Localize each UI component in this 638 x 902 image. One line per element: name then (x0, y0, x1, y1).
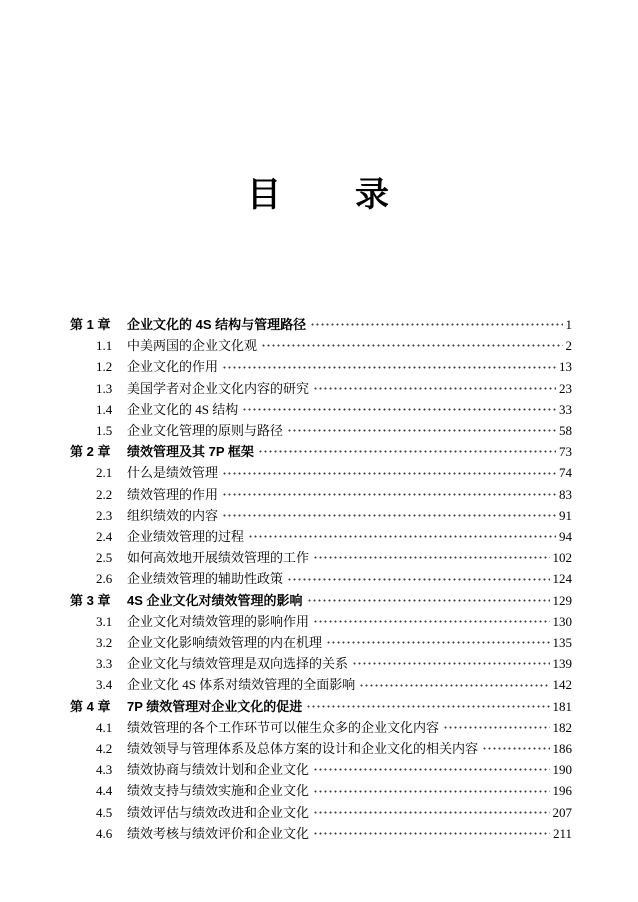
toc-entry-page: 13 (559, 359, 572, 375)
toc-entry-title: 4S 企业文化对绩效管理的影响 (127, 592, 303, 608)
dot-leader (352, 657, 549, 670)
toc-entry-title: 企业绩效管理的辅助性政策 (127, 571, 284, 587)
toc-entry-number: 1.5 (96, 423, 113, 439)
toc-entry (70, 717, 572, 738)
toc-entry-number: 4.2 (96, 741, 113, 757)
dot-leader (313, 763, 549, 776)
toc-entry (70, 547, 572, 568)
toc-entry-page: 58 (559, 423, 572, 439)
toc-entry-page: 182 (552, 719, 572, 735)
toc-entry-title: 什么是绩效管理 (127, 465, 219, 481)
toc-entry-number: 3.2 (96, 635, 113, 651)
toc-entry-number: 4.3 (96, 762, 113, 778)
toc-entry (70, 653, 572, 674)
toc-list (70, 314, 572, 844)
dot-leader (307, 594, 550, 607)
toc-entry-number: 1.3 (96, 380, 113, 396)
toc-entry-page: 186 (552, 741, 572, 757)
dot-leader (261, 339, 562, 352)
toc-entry (70, 505, 572, 526)
toc-entry-number: 2.4 (96, 529, 113, 545)
toc-entry-title: 绩效协商与绩效计划和企业文化 (127, 762, 310, 778)
toc-entry-page: 94 (559, 529, 572, 545)
toc-entry-number: 1.2 (96, 359, 113, 375)
toc-entry-number: 2.2 (96, 486, 113, 502)
dot-leader (222, 509, 556, 522)
toc-entry-title: 绩效管理及其 7P 框架 (127, 444, 254, 460)
toc-entry-title: 企业文化 4S 体系对绩效管理的全面影响 (127, 677, 356, 693)
toc-entry-number: 1.4 (96, 401, 113, 417)
toc-entry-number: 第 1 章 (70, 317, 111, 332)
dot-leader (258, 445, 556, 458)
toc-entry (70, 314, 572, 335)
toc-entry-page: 181 (552, 698, 572, 714)
toc-entry-number: 2.1 (96, 465, 113, 481)
toc-entry-number: 4.4 (96, 783, 113, 799)
dot-leader (443, 721, 549, 734)
toc-entry (70, 759, 572, 780)
toc-entry-title: 7P 绩效管理对企业文化的促进 (127, 698, 303, 714)
dot-leader (313, 382, 556, 395)
dot-leader (313, 551, 549, 564)
toc-entry-title: 企业文化的 4S 结构 (127, 401, 239, 417)
toc-entry-page: 196 (552, 783, 572, 799)
toc-entry-number: 第 3 章 (70, 592, 111, 608)
dot-leader (222, 488, 556, 501)
toc-entry (70, 441, 572, 462)
toc-entry-title: 企业文化影响绩效管理的内在机理 (127, 635, 323, 651)
toc-entry (70, 632, 572, 653)
toc-entry (70, 696, 572, 717)
toc-entry (70, 568, 572, 589)
toc-entry-title: 企业文化的 4S 结构与管理路径 (127, 317, 307, 332)
toc-entry (70, 674, 572, 695)
toc-entry-page: 102 (552, 550, 572, 566)
dot-leader (313, 615, 549, 628)
toc-entry-title: 绩效考核与绩效评价和企业文化 (127, 825, 310, 841)
toc-entry (70, 484, 572, 505)
toc-entry-title: 绩效管理的作用 (127, 486, 219, 502)
toc-entry-page: 73 (559, 444, 572, 460)
toc-entry (70, 462, 572, 483)
toc-entry-title: 绩效管理的各个工作环节可以催生众多的企业文化内容 (127, 719, 440, 735)
toc-entry (70, 738, 572, 759)
toc-entry-page: 142 (552, 677, 572, 693)
dot-leader (313, 806, 549, 819)
toc-entry (70, 335, 572, 356)
toc-entry (70, 356, 572, 377)
toc-entry-page: 91 (559, 507, 572, 523)
toc-entry-title: 绩效评估与绩效改进和企业文化 (127, 804, 310, 820)
toc-entry (70, 780, 572, 801)
toc-entry-title: 企业文化管理的原则与路径 (127, 423, 284, 439)
toc-entry-number: 2.5 (96, 550, 113, 566)
toc-entry-title: 企业文化的作用 (127, 359, 219, 375)
toc-entry-number: 4.5 (96, 804, 113, 820)
dot-leader (313, 785, 549, 798)
toc-entry-title: 中美两国的企业文化观 (127, 338, 258, 354)
toc-entry-page: 135 (552, 635, 572, 651)
toc-entry (70, 611, 572, 632)
toc-entry-title: 如何高效地开展绩效管理的工作 (127, 550, 310, 566)
dot-leader (287, 424, 556, 437)
toc-entry-page: 190 (552, 762, 572, 778)
toc-entry-number: 3.4 (96, 677, 113, 693)
toc-entry-number: 3.3 (96, 656, 113, 672)
dot-leader (310, 318, 562, 331)
dot-leader (482, 742, 549, 755)
dot-leader (326, 636, 549, 649)
toc-entry-page: 130 (552, 613, 572, 629)
toc-entry-page: 83 (559, 486, 572, 502)
dot-leader (313, 827, 550, 840)
toc-entry-page: 23 (559, 380, 572, 396)
toc-entry-page: 207 (552, 804, 572, 820)
toc-entry-number: 4.6 (96, 825, 113, 841)
toc-entry (70, 802, 572, 823)
toc-entry-title: 美国学者对企业文化内容的研究 (127, 380, 310, 396)
toc-entry-number: 2.6 (96, 571, 113, 587)
toc-entry-page: 74 (559, 465, 572, 481)
toc-entry-page: 33 (559, 401, 572, 417)
toc-entry (70, 526, 572, 547)
dot-leader (306, 700, 549, 713)
toc-entry-number: 4.1 (96, 719, 113, 735)
toc-entry-title: 组织绩效的内容 (127, 507, 219, 523)
toc-entry-page: 2 (565, 338, 572, 354)
toc-entry-title: 企业文化与绩效管理是双向选择的关系 (127, 656, 349, 672)
dot-leader (248, 530, 556, 543)
toc-entry-page: 139 (552, 656, 572, 672)
toc-entry-page: 1 (565, 317, 572, 332)
toc-entry-title: 企业绩效管理的过程 (127, 529, 245, 545)
toc-entry-title: 绩效支持与绩效实施和企业文化 (127, 783, 310, 799)
toc-entry-page: 124 (552, 571, 572, 587)
dot-leader (222, 361, 556, 374)
dot-leader (242, 403, 556, 416)
toc-entry-number: 第 2 章 (70, 444, 111, 460)
toc-entry-number: 2.3 (96, 507, 113, 523)
toc-entry-page: 211 (552, 825, 572, 841)
toc-entry (70, 399, 572, 420)
toc-entry (70, 420, 572, 441)
toc-entry-title: 绩效领导与管理体系及总体方案的设计和企业文化的相关内容 (127, 741, 479, 757)
dot-leader (222, 467, 556, 480)
toc-entry-page: 129 (552, 592, 572, 608)
toc-entry-number: 第 4 章 (70, 698, 111, 714)
dot-leader (287, 573, 549, 586)
page-title: 目 录 (247, 176, 391, 214)
toc-entry-number: 1.1 (96, 338, 113, 354)
toc-entry (70, 590, 572, 611)
toc-entry-number: 3.1 (96, 613, 113, 629)
dot-leader (359, 679, 549, 692)
toc-entry-title: 企业文化对绩效管理的影响作用 (127, 613, 310, 629)
toc-entry (70, 823, 572, 844)
toc-entry (70, 378, 572, 399)
